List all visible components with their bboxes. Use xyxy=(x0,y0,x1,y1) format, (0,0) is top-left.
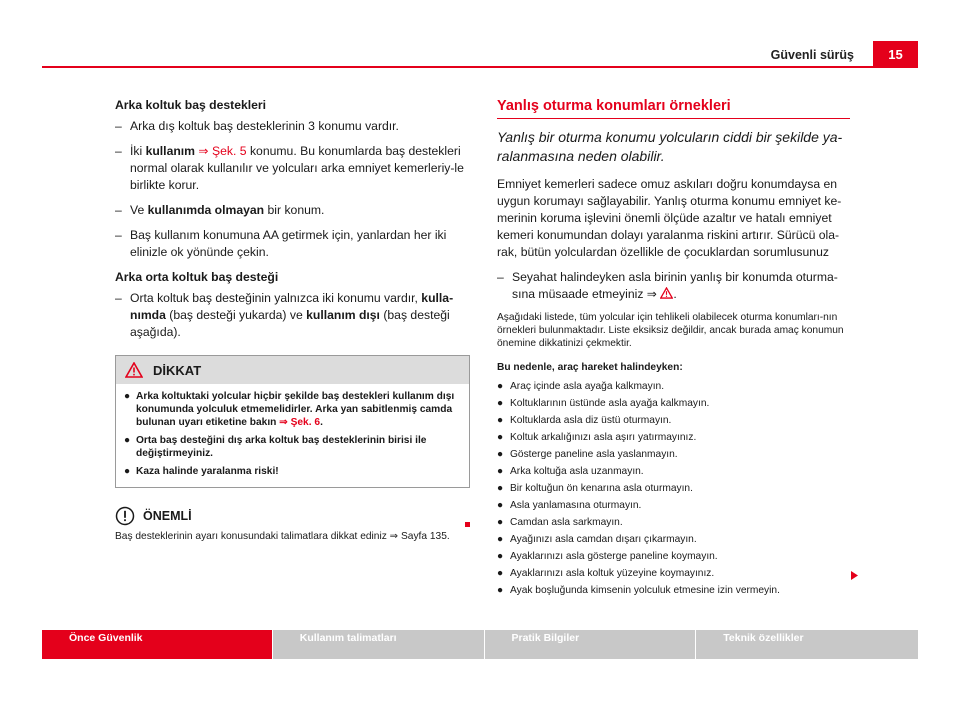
page-number: 15 xyxy=(873,41,918,67)
bullet-item: ● Araç içinde asla ayağa kalkmayın. xyxy=(497,381,665,392)
warning-item: ● Orta baş desteğini dış arka koltuk baş desteklerinin birisi ile değiştirmeyiniz. xyxy=(124,435,427,459)
bullet-list xyxy=(497,380,850,597)
tab-pratik-bilgiler[interactable]: Pratik Bilgiler xyxy=(485,630,696,659)
note-text: Baş desteklerinin ayarı konusundaki talimatlara dikkat ediniz ⇒ Sayfa 135. xyxy=(115,531,450,542)
bullet-item: ● Ayak boşluğunda kimsenin yolculuk etmesine izin vermeyin. xyxy=(497,585,780,596)
list-item: – Ve kullanımda olmayan bir konum. xyxy=(115,203,325,217)
note-section xyxy=(115,506,470,543)
body-paragraph: Emniyet kemerleri sadece omuz askıları doğru konumdaysa en uygun korumayı sağlayabilir. Yanlış oturma konumu emniyet ke-merinin koruma işlevini önemli ölçüde azaltır ve hatalı emniyet kemeri konumundan dolayı yaralanma riskini artırır. Sürücü ola-rak, bütün yolculardan özellikle de çocuklardan sorumlusunuz xyxy=(497,177,842,259)
warning-title: DİKKAT xyxy=(153,362,202,378)
note-title: ÖNEMLİ xyxy=(143,508,192,523)
header-rule xyxy=(42,66,918,68)
bullet-item: ● Arka koltuğa asla uzanmayın. xyxy=(497,466,644,477)
list-item: – Arka dış koltuk baş desteklerinin 3 konumu vardır. xyxy=(115,119,399,133)
list-item: – Orta koltuk baş desteğinin yalnızca iki konumu vardır, kulla-nımda (baş desteği yukarda) ve kullanım dışı (baş desteği aşağıda). xyxy=(115,291,454,339)
section-heading-center-headrest: Arka orta koltuk baş desteği xyxy=(115,270,279,284)
list-item: – Baş kullanım konumuna AA getirmek için, yanlardan her iki elinizle ok yönünde çekin. xyxy=(115,228,447,259)
section-end-marker xyxy=(465,522,470,527)
body-paragraph-small: Aşağıdaki listede, tüm yolcular için tehlikeli olabilecek oturma konumları-nın örnekleri bulunmaktadır. Liste eksiksiz değildir, ancak burada amaç konumun önemine dikkatinizi çekmektir. xyxy=(497,312,844,349)
bullet-item: ● Ayaklarınızı asla koltuk yüzeyine koymayınız. xyxy=(497,568,715,579)
warning-item: ● Arka koltuktaki yolcular hiçbir şekilde baş destekleri kullanım dışı konumunda yolculuk etmemelidirler. Arka yan sabitlenmiş camda bulunan uyarı etiketine bakın ⇒ Şek. 6. xyxy=(124,391,455,428)
bullet-item: ● Asla yanlamasına oturmayın. xyxy=(497,500,642,511)
footer-tabs xyxy=(42,630,918,659)
left-column xyxy=(115,97,470,543)
bullet-item: ● Ayağınızı asla camdan dışarı çıkarmayın. xyxy=(497,534,697,545)
section-title: Yanlış oturma konumları örnekleri xyxy=(497,98,850,119)
bullet-item: ● Bir koltuğun ön kenarına asla oturmayın. xyxy=(497,483,693,494)
bullet-item: ● Koltuk arkalığınızı asla aşırı yatırmayınız. xyxy=(497,432,697,443)
warning-triangle-icon xyxy=(125,362,143,378)
continue-arrow-icon xyxy=(851,571,858,580)
list-item: – İki kullanım ⇒ Şek. 5 konumu. Bu konumlarda baş destekleri normal olarak kullanılır ve yolcuları arka emniyet kemerleriy-le birlikte korur. xyxy=(115,144,464,192)
warning-header xyxy=(116,356,469,384)
list-subheading: Bu nedenle, araç hareket halindeyken: xyxy=(497,362,683,373)
list-item: – Seyahat halindeyken asla birinin yanlış bir konumda oturma-sına müsaade etmeyiniz ⇒ . xyxy=(497,270,838,301)
bullet-item: ● Ayaklarınızı asla gösterge paneline koymayın. xyxy=(497,551,718,562)
bullet-item: ● Gösterge paneline asla yaslanmayın. xyxy=(497,449,678,460)
tab-once-guvenlik[interactable]: Önce Güvenlik xyxy=(42,630,272,659)
section-heading-rear-headrests: Arka koltuk baş destekleri xyxy=(115,98,267,112)
right-column xyxy=(497,98,850,597)
figure-link[interactable]: ⇒ Şek. 5 xyxy=(195,144,247,158)
intro-text: Yanlış bir oturma konumu yolcuların ciddi bir şekilde ya-ralanmasına neden olabilir. xyxy=(497,129,843,164)
bullet-item: ● Koltuklarda asla diz üstü oturmayın. xyxy=(497,415,672,426)
exclamation-circle-icon xyxy=(115,506,135,526)
warning-triangle-icon[interactable] xyxy=(660,287,673,299)
tab-kullanim-talimatlari[interactable]: Kullanım talimatları xyxy=(273,630,484,659)
figure-link[interactable]: ⇒ Şek. 6 xyxy=(279,417,321,428)
bullet-item: ● Koltuklarının üstünde asla ayağa kalkmayın. xyxy=(497,398,710,409)
bullet-item: ● Camdan asla sarkmayın. xyxy=(497,517,623,528)
warning-box xyxy=(115,355,470,488)
page-header-title: Güvenli sürüş xyxy=(770,48,854,62)
warning-item: ● Kaza halinde yaralanma riski! xyxy=(124,466,279,477)
tab-teknik-ozellikler[interactable]: Teknik özellikler xyxy=(696,630,918,659)
